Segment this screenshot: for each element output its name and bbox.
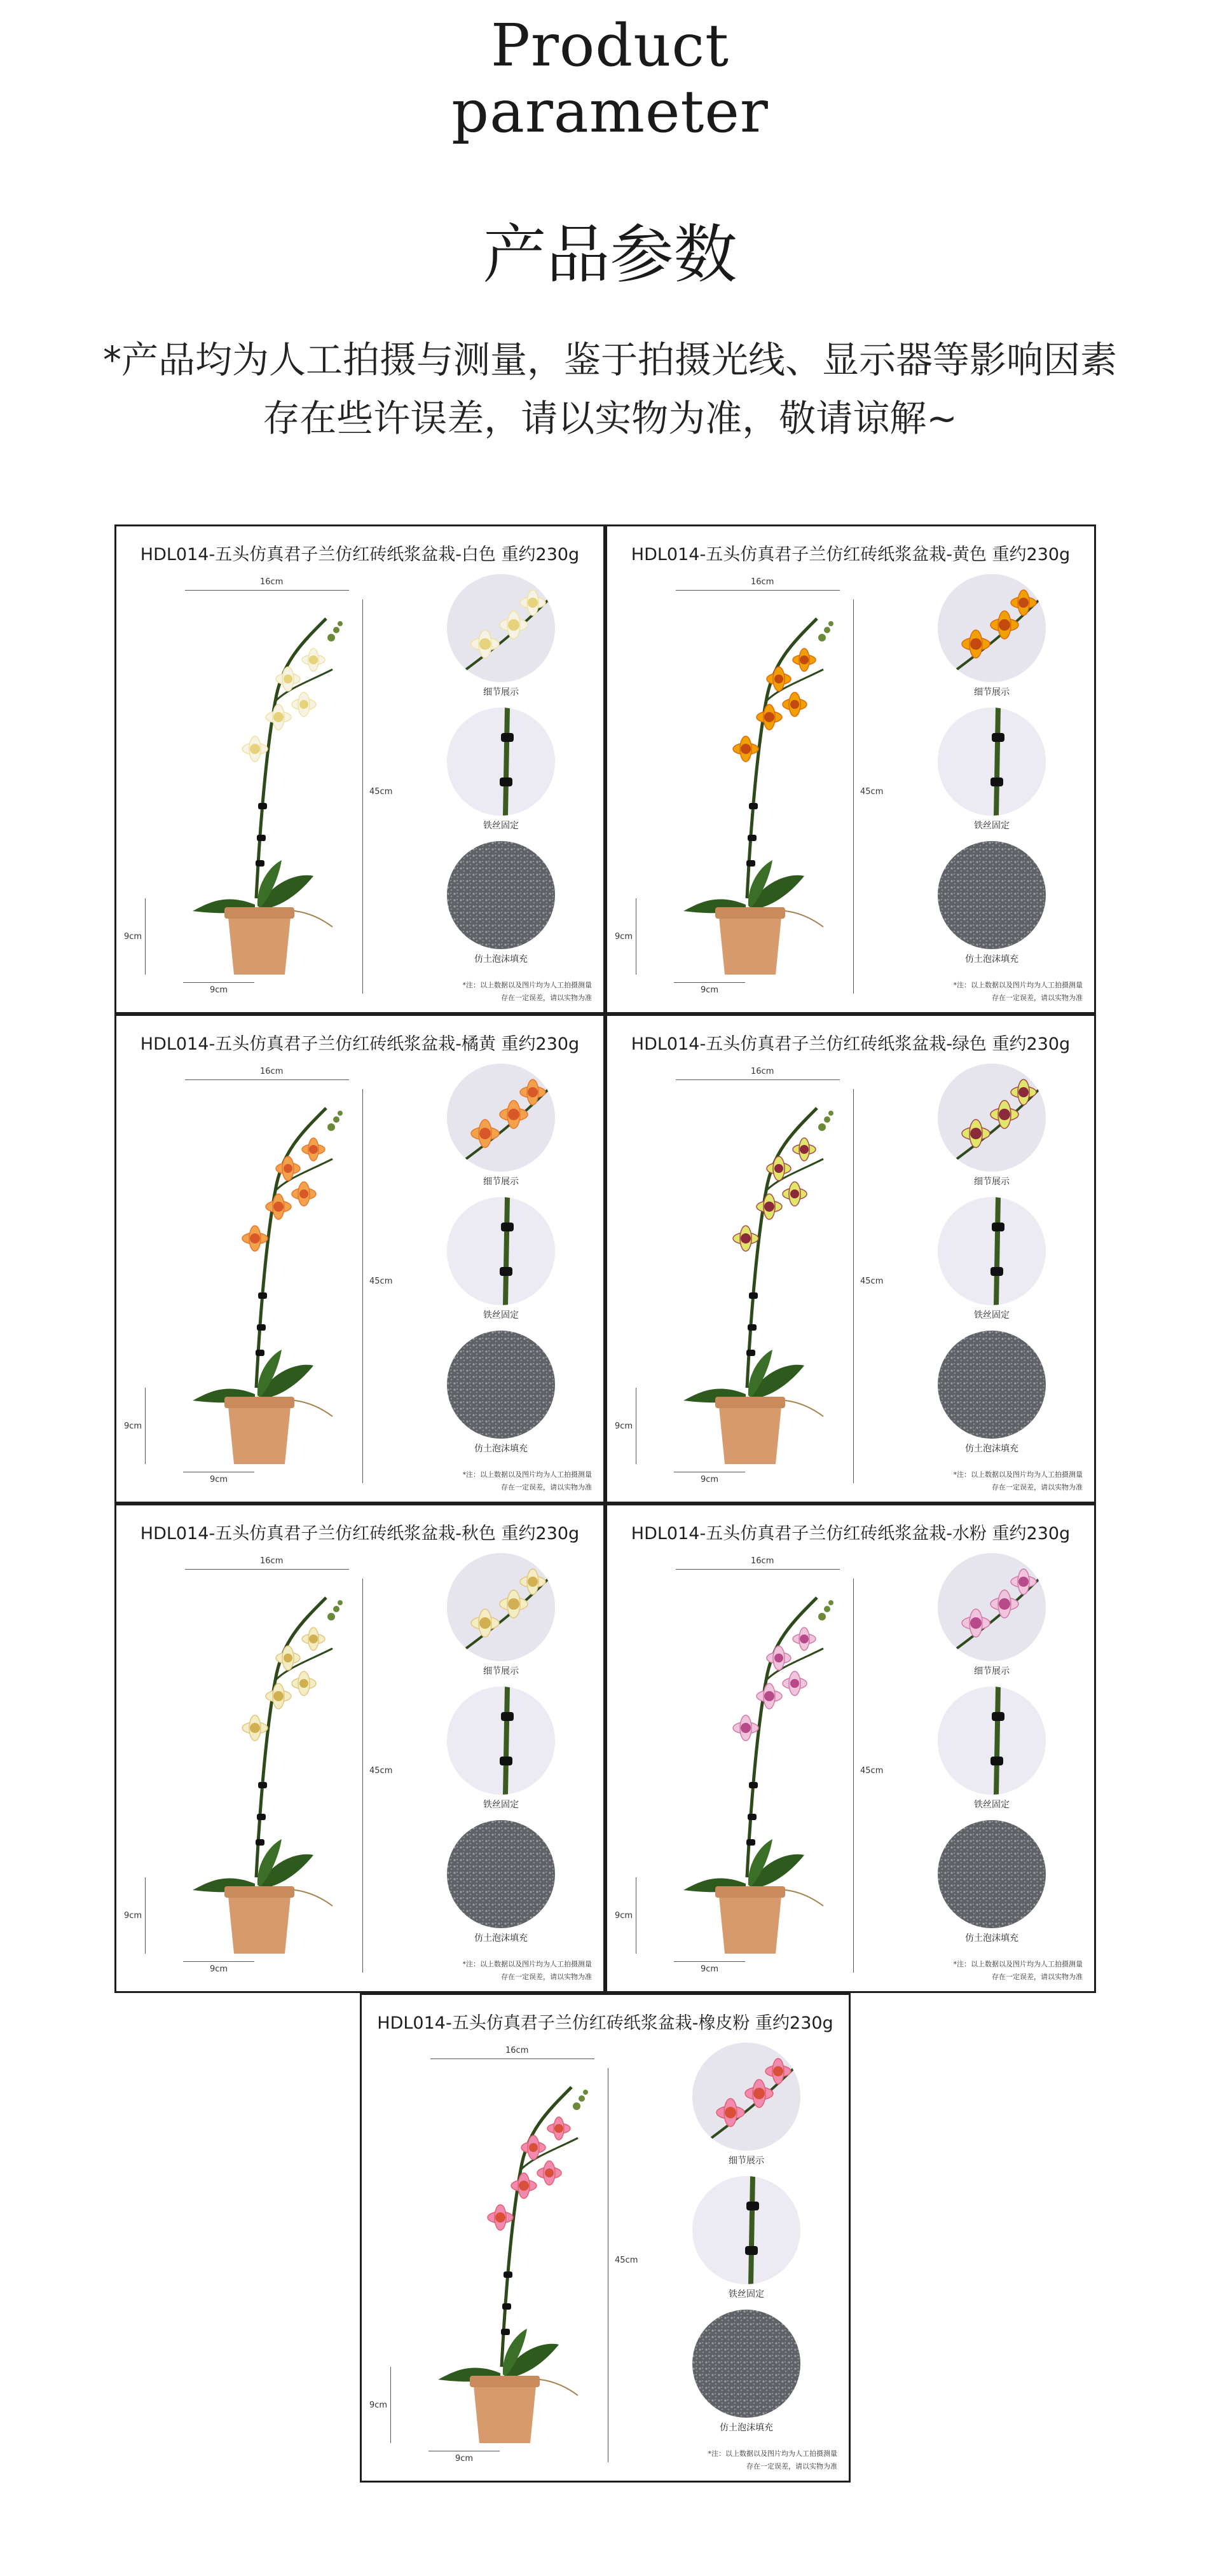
soil-circle (692, 2310, 800, 2418)
pot-height-line (390, 2367, 391, 2443)
disclaimer-line2: 存在一定误差，请以实物为准 (501, 1483, 592, 1491)
soil-label: 仿土泡沫填充 (965, 1444, 1018, 1454)
pot-width-line (183, 1961, 254, 1962)
detail-circle (447, 574, 555, 682)
soil-circle (938, 841, 1046, 949)
height-dimension: 45cm (860, 1766, 884, 1776)
pot-height-dimension: 9cm (124, 932, 142, 942)
pot-width-line (183, 982, 254, 983)
title-en-line2: parameter (451, 78, 769, 146)
width-line (185, 1079, 349, 1080)
disclaimer-line2: 存在一定误差，请以实物为准 (501, 994, 592, 1002)
pot-width-dimension: 9cm (701, 1964, 719, 1974)
page-title-en (0, 13, 1220, 145)
product-card (605, 1014, 1096, 1504)
wire-label: 铁丝固定 (483, 1310, 519, 1320)
height-dimension: 45cm (369, 787, 393, 797)
soil-circle (447, 1331, 555, 1439)
pot-height-dimension: 9cm (615, 1911, 633, 1921)
product-title: HDL014-五头仿真君子兰仿红砖纸浆盆栽-水粉 重约230g (631, 1524, 1071, 1544)
wire-circle (938, 1197, 1046, 1305)
pot-width-dimension: 9cm (210, 1964, 228, 1974)
width-dimension: 16cm (751, 1067, 774, 1076)
soil-label: 仿土泡沫填充 (474, 1444, 528, 1454)
orchid-plant-image (180, 1083, 358, 1464)
pot-width-dimension: 9cm (701, 985, 719, 995)
measurement-note (0, 331, 1220, 448)
pot-height-line (145, 1877, 146, 1954)
detail-circle (938, 574, 1046, 682)
title-en-line1: Product (491, 11, 729, 79)
disclaimer-line1: *注：以上数据以及图片均为人工拍摄测量 (462, 1960, 592, 1968)
wire-label: 铁丝固定 (974, 1800, 1010, 1810)
pot-width-dimension: 9cm (455, 2454, 474, 2463)
detail-circle (938, 1553, 1046, 1661)
soil-circle (447, 1820, 555, 1928)
height-line (853, 1089, 854, 1483)
disclaimer (873, 1469, 1083, 1494)
disclaimer-line2: 存在一定误差，请以实物为准 (992, 1483, 1083, 1491)
pot-width-dimension: 9cm (210, 1475, 228, 1484)
disclaimer (382, 1958, 592, 1983)
product-title: HDL014-五头仿真君子兰仿红砖纸浆盆栽-橘黄 重约230g (140, 1034, 580, 1054)
detail-label: 细节展示 (974, 1666, 1010, 1676)
pot-width-line (674, 982, 745, 983)
wire-circle (692, 2176, 800, 2284)
disclaimer-line2: 存在一定误差，请以实物为准 (992, 1973, 1083, 1981)
height-dimension: 45cm (615, 2256, 638, 2265)
pot-height-dimension: 9cm (124, 1911, 142, 1921)
disclaimer-line1: *注：以上数据以及图片均为人工拍摄测量 (953, 1960, 1083, 1968)
detail-label: 细节展示 (974, 687, 1010, 697)
disclaimer (382, 979, 592, 1004)
wire-label: 铁丝固定 (483, 821, 519, 831)
orchid-plant-image (425, 2062, 603, 2443)
height-dimension: 45cm (860, 787, 884, 797)
disclaimer-line1: *注：以上数据以及图片均为人工拍摄测量 (462, 981, 592, 989)
height-dimension: 45cm (369, 1277, 393, 1286)
disclaimer (873, 1958, 1083, 1983)
orchid-plant-image (671, 1083, 849, 1464)
soil-circle (447, 841, 555, 949)
height-dimension: 45cm (860, 1277, 884, 1286)
disclaimer-line2: 存在一定误差，请以实物为准 (992, 994, 1083, 1002)
width-line (676, 1569, 840, 1570)
product-card (114, 1504, 605, 1993)
wire-circle (447, 1197, 555, 1305)
pot-height-dimension: 9cm (615, 1422, 633, 1431)
height-line (362, 599, 363, 994)
note-line2: 存在些许误差，请以实物为准，敬请谅解~ (263, 397, 957, 440)
pot-height-dimension: 9cm (615, 932, 633, 942)
product-card (114, 524, 605, 1014)
product-title: HDL014-五头仿真君子兰仿红砖纸浆盆栽-橡皮粉 重约230g (377, 2013, 833, 2033)
disclaimer (382, 1469, 592, 1494)
height-line (362, 1579, 363, 1973)
detail-label: 细节展示 (729, 2156, 764, 2166)
pot-width-line (674, 1961, 745, 1962)
soil-label: 仿土泡沫填充 (474, 1933, 528, 1943)
soil-label: 仿土泡沫填充 (965, 1933, 1018, 1943)
detail-label: 细节展示 (483, 1177, 519, 1187)
disclaimer-line2: 存在一定误差，请以实物为准 (746, 2462, 837, 2470)
pot-height-dimension: 9cm (369, 2401, 388, 2410)
pot-height-line (145, 898, 146, 975)
wire-circle (938, 1687, 1046, 1795)
disclaimer-line2: 存在一定误差，请以实物为准 (501, 1973, 592, 1981)
width-line (185, 1569, 349, 1570)
soil-circle (938, 1331, 1046, 1439)
product-card (360, 1993, 851, 2483)
note-line1: *产品均为人工拍摄与测量，鉴于拍摄光线、显示器等影响因素 (102, 338, 1117, 381)
width-dimension: 16cm (505, 2046, 529, 2055)
wire-circle (938, 708, 1046, 816)
product-title: HDL014-五头仿真君子兰仿红砖纸浆盆栽-黄色 重约230g (631, 545, 1071, 565)
width-line (676, 1079, 840, 1080)
pot-width-dimension: 9cm (210, 985, 228, 995)
disclaimer-line1: *注：以上数据以及图片均为人工拍摄测量 (462, 1470, 592, 1479)
detail-circle (447, 1553, 555, 1661)
wire-label: 铁丝固定 (974, 1310, 1010, 1320)
wire-label: 铁丝固定 (729, 2289, 764, 2299)
orchid-plant-image (671, 593, 849, 975)
product-card (605, 1504, 1096, 1993)
height-line (853, 1579, 854, 1973)
disclaimer-line1: *注：以上数据以及图片均为人工拍摄测量 (953, 1470, 1083, 1479)
disclaimer (627, 2448, 837, 2473)
soil-label: 仿土泡沫填充 (720, 2423, 773, 2433)
wire-circle (447, 1687, 555, 1795)
width-dimension: 16cm (260, 577, 284, 587)
detail-circle (692, 2043, 800, 2151)
orchid-plant-image (180, 593, 358, 975)
orchid-plant-image (671, 1572, 849, 1954)
width-dimension: 16cm (751, 1556, 774, 1566)
detail-circle (938, 1064, 1046, 1172)
product-title: HDL014-五头仿真君子兰仿红砖纸浆盆栽-白色 重约230g (140, 545, 580, 565)
height-line (362, 1089, 363, 1483)
height-dimension: 45cm (369, 1766, 393, 1776)
disclaimer-line1: *注：以上数据以及图片均为人工拍摄测量 (708, 2449, 837, 2458)
pot-width-dimension: 9cm (701, 1475, 719, 1484)
product-card (114, 1014, 605, 1504)
detail-label: 细节展示 (974, 1177, 1010, 1187)
product-title: HDL014-五头仿真君子兰仿红砖纸浆盆栽-绿色 重约230g (631, 1034, 1071, 1054)
width-dimension: 16cm (260, 1067, 284, 1076)
width-dimension: 16cm (751, 577, 774, 587)
soil-circle (938, 1820, 1046, 1928)
width-dimension: 16cm (260, 1556, 284, 1566)
detail-circle (447, 1064, 555, 1172)
disclaimer-line1: *注：以上数据以及图片均为人工拍摄测量 (953, 981, 1083, 989)
wire-label: 铁丝固定 (974, 821, 1010, 831)
product-title: HDL014-五头仿真君子兰仿红砖纸浆盆栽-秋色 重约230g (140, 1524, 580, 1544)
wire-label: 铁丝固定 (483, 1800, 519, 1810)
disclaimer (873, 979, 1083, 1004)
wire-circle (447, 708, 555, 816)
width-line (676, 590, 840, 591)
width-line (185, 590, 349, 591)
pot-height-line (145, 1388, 146, 1464)
soil-label: 仿土泡沫填充 (965, 954, 1018, 964)
detail-label: 细节展示 (483, 687, 519, 697)
soil-label: 仿土泡沫填充 (474, 954, 528, 964)
detail-label: 细节展示 (483, 1666, 519, 1676)
product-card (605, 524, 1096, 1014)
pot-height-dimension: 9cm (124, 1422, 142, 1431)
height-line (853, 599, 854, 994)
page-title-zh: 产品参数 (483, 217, 737, 292)
orchid-plant-image (180, 1572, 358, 1954)
